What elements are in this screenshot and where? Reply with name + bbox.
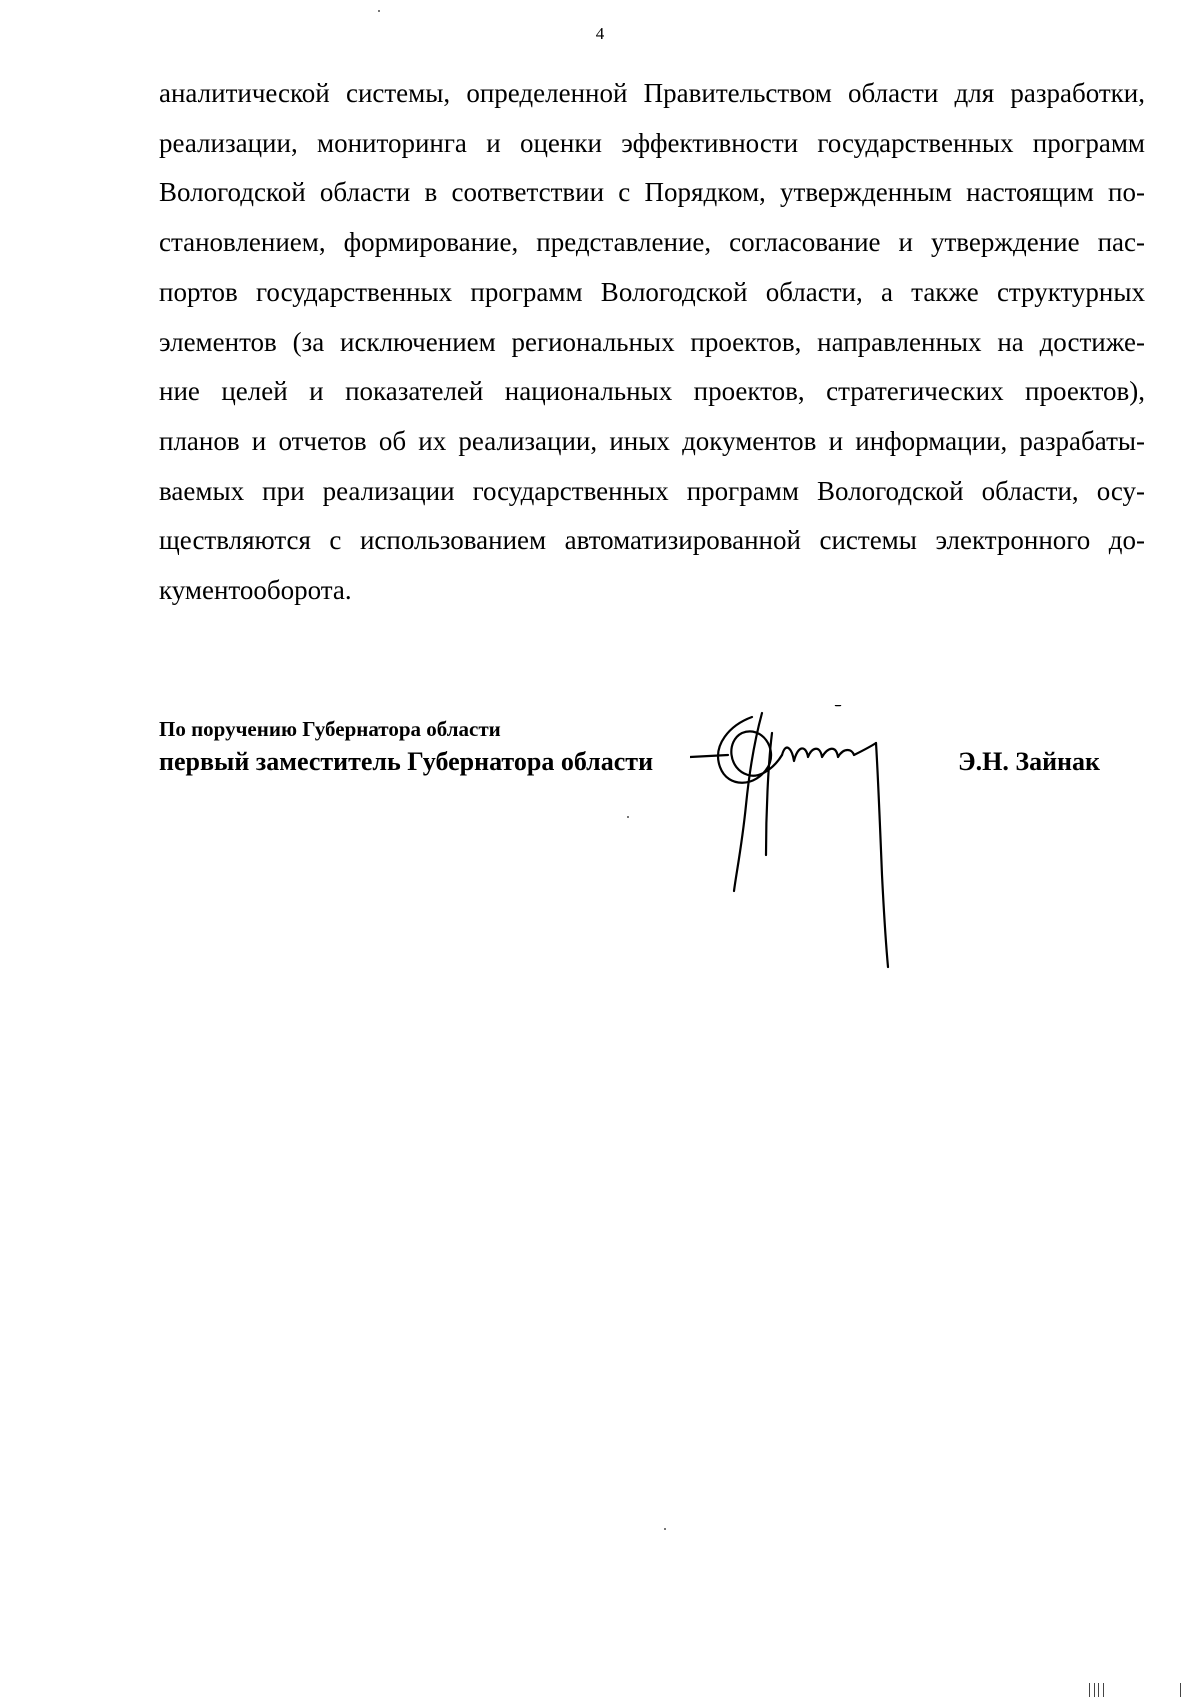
page-number: 4 xyxy=(595,24,605,43)
scan-speck xyxy=(664,1528,666,1530)
body-line: становлением, формирование, представление, согласование и утверждение пас- xyxy=(159,227,1145,258)
body-paragraph xyxy=(159,69,1145,616)
scan-mark xyxy=(1094,1683,1095,1697)
scan-speck xyxy=(378,10,380,12)
body-line: ществляются с использованием автоматизированной системы электронного до- xyxy=(159,525,1145,556)
scan-mark xyxy=(1103,1683,1104,1697)
handwritten-signature xyxy=(690,705,930,975)
body-line: Вологодской области в соответствии с Порядком, утвержденным настоящим по- xyxy=(159,177,1145,208)
signatory-name: Э.Н. Зайнак xyxy=(958,747,1101,776)
body-line: портов государственных программ Вологодской области, а также структурных xyxy=(159,276,1145,307)
body-line: планов и отчетов об их реализации, иных документов и информации, разрабаты- xyxy=(159,425,1145,456)
body-line: аналитической системы, определенной Правительством области для разработки, xyxy=(159,78,1145,108)
body-line: кументооборота. xyxy=(159,575,352,606)
body-line: ние целей и показателей национальных проектов, стратегических проектов), xyxy=(159,376,1145,407)
scan-mark xyxy=(1180,1683,1181,1697)
signature-title-line: первый заместитель Губернатора области xyxy=(159,747,654,776)
scan-speck xyxy=(627,816,629,818)
body-line: реализации, мониторинга и оценки эффективности государственных программ xyxy=(159,127,1145,158)
scan-mark xyxy=(1089,1683,1090,1697)
body-line: ваемых при реализации государственных программ Вологодской области, осу- xyxy=(159,475,1145,506)
scan-mark xyxy=(1098,1683,1099,1697)
body-line: элементов (за исключением региональных проектов, направленных на достиже- xyxy=(159,326,1145,357)
signature-authority-line: По поручению Губернатора области xyxy=(159,717,501,741)
